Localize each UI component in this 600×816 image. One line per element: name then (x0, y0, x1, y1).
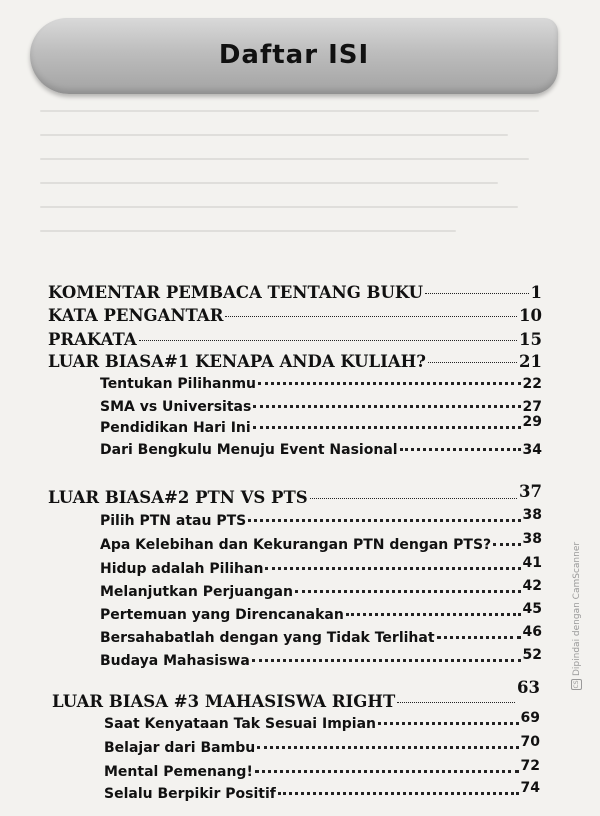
toc-entry-title: Bersahabatlah dengan yang Tidak Terlihat (100, 630, 435, 646)
toc-entry-title: LUAR BIASA#2 PTN VS PTS (48, 488, 308, 507)
toc-entry-title: Selalu Berpikir Positif (104, 786, 276, 802)
toc-leader (378, 720, 519, 725)
toc-page-number: 1 (530, 283, 542, 302)
toc-leader (253, 403, 520, 408)
toc-page-number: 46 (522, 624, 542, 640)
toc-entry-section (100, 601, 542, 623)
toc-page-number: 41 (522, 555, 542, 571)
toc-entry-title: Pendidikan Hari Ini (100, 420, 251, 436)
toc-entry-section (104, 710, 540, 732)
toc-leader (437, 634, 521, 639)
toc-entry-title: Dari Bengkulu Menuju Event Nasional (100, 442, 398, 458)
toc-entry-chapter (48, 482, 542, 507)
toc-entry-section (100, 624, 542, 646)
toc-entry-section (100, 578, 542, 600)
toc-leader (493, 541, 520, 546)
toc-entry-title: Pertemuan yang Direncanakan (100, 607, 344, 623)
toc-leader (425, 291, 529, 294)
toc-page-number: 22 (522, 376, 542, 392)
toc-page-number: 29 (522, 414, 542, 430)
toc-leader (265, 565, 520, 570)
toc-entry-title: KOMENTAR PEMBACA TENTANG BUKU (48, 283, 424, 302)
toc-entry-section (104, 758, 540, 780)
toc-entry-section (100, 507, 542, 529)
toc-entry-title: SMA vs Universitas (100, 399, 252, 415)
toc-entry-title: KATA PENGANTAR (48, 306, 224, 325)
toc-leader (310, 496, 517, 499)
toc-entry-chapter (48, 306, 542, 325)
toc-entry-section (100, 442, 542, 458)
toc-leader (253, 424, 521, 429)
toc-entry-section (100, 376, 542, 392)
toc-page-number: 27 (522, 399, 542, 415)
toc-entry-title: PRAKATA (48, 330, 137, 349)
toc-entry-title: Pilih PTN atau PTS (100, 513, 247, 529)
toc-entry-title: Saat Kenyataan Tak Sesuai Impian (104, 716, 377, 732)
toc-leader (248, 517, 520, 522)
toc-entry-section (100, 399, 542, 415)
toc-page-number: 37 (519, 482, 542, 501)
toc-leader (400, 446, 521, 451)
toc-entry-section (104, 734, 540, 756)
toc-entry-chapter (48, 352, 542, 371)
toc-entry-chapter (48, 330, 542, 349)
toc-page-number: 52 (522, 647, 542, 663)
toc-leader (278, 790, 519, 795)
toc-page-number: 74 (520, 780, 540, 796)
toc-leader (252, 657, 521, 662)
toc-page-number: 69 (520, 710, 540, 726)
toc-entry-chapter (48, 283, 542, 302)
page-title: Daftar ISI (218, 40, 370, 70)
toc-entry-section (100, 555, 542, 577)
toc-entry-chapter (52, 678, 540, 711)
toc-leader (346, 611, 521, 616)
toc-entry-title: Apa Kelebihan dan Kekurangan PTN dengan PTS? (100, 537, 492, 553)
toc-page-number: 70 (520, 734, 540, 750)
toc-page-number: 63 (517, 678, 540, 697)
scanner-watermark (571, 542, 582, 690)
toc-entry-title: LUAR BIASA #3 MAHASISWA RIGHT (52, 692, 396, 711)
toc-entry-section (100, 414, 542, 436)
toc-entry-title: LUAR BIASA#1 KENAPA ANDA KULIAH? (48, 352, 426, 371)
toc-leader (225, 314, 517, 317)
toc-entry-title: Belajar dari Bambu (104, 740, 256, 756)
camscanner-icon: CS (573, 680, 580, 689)
toc-page-number: 34 (522, 442, 542, 458)
toc-entry-section (100, 647, 542, 669)
toc-leader (428, 360, 517, 363)
toc-leader (397, 700, 515, 703)
toc-page-number: 15 (519, 330, 542, 349)
toc-page-number: 45 (522, 601, 542, 617)
toc-page-number: 38 (522, 507, 542, 523)
toc-entry-section (104, 780, 540, 802)
toc-page-number: 10 (519, 306, 542, 325)
watermark-text: Dipindai dengan CamScanner (572, 541, 582, 676)
toc-entry-title: Melanjutkan Perjuangan (100, 584, 293, 600)
toc-page-number: 42 (522, 578, 542, 594)
toc-leader (139, 338, 517, 341)
toc-leader (255, 768, 519, 773)
toc-entry-title: Tentukan Pilihanmu (100, 376, 257, 392)
toc-entry-title: Mental Pemenang! (104, 764, 253, 780)
toc-page-number: 72 (520, 758, 540, 774)
toc-entry-title: Hidup adalah Pilihan (100, 561, 264, 577)
toc-page-number: 38 (522, 531, 542, 547)
toc-entry-section (100, 531, 542, 553)
toc-leader (258, 380, 521, 385)
toc-leader (257, 744, 518, 749)
toc-entry-title: Budaya Mahasiswa (100, 653, 250, 669)
toc-page-number: 21 (519, 352, 542, 371)
toc-leader (295, 588, 521, 593)
